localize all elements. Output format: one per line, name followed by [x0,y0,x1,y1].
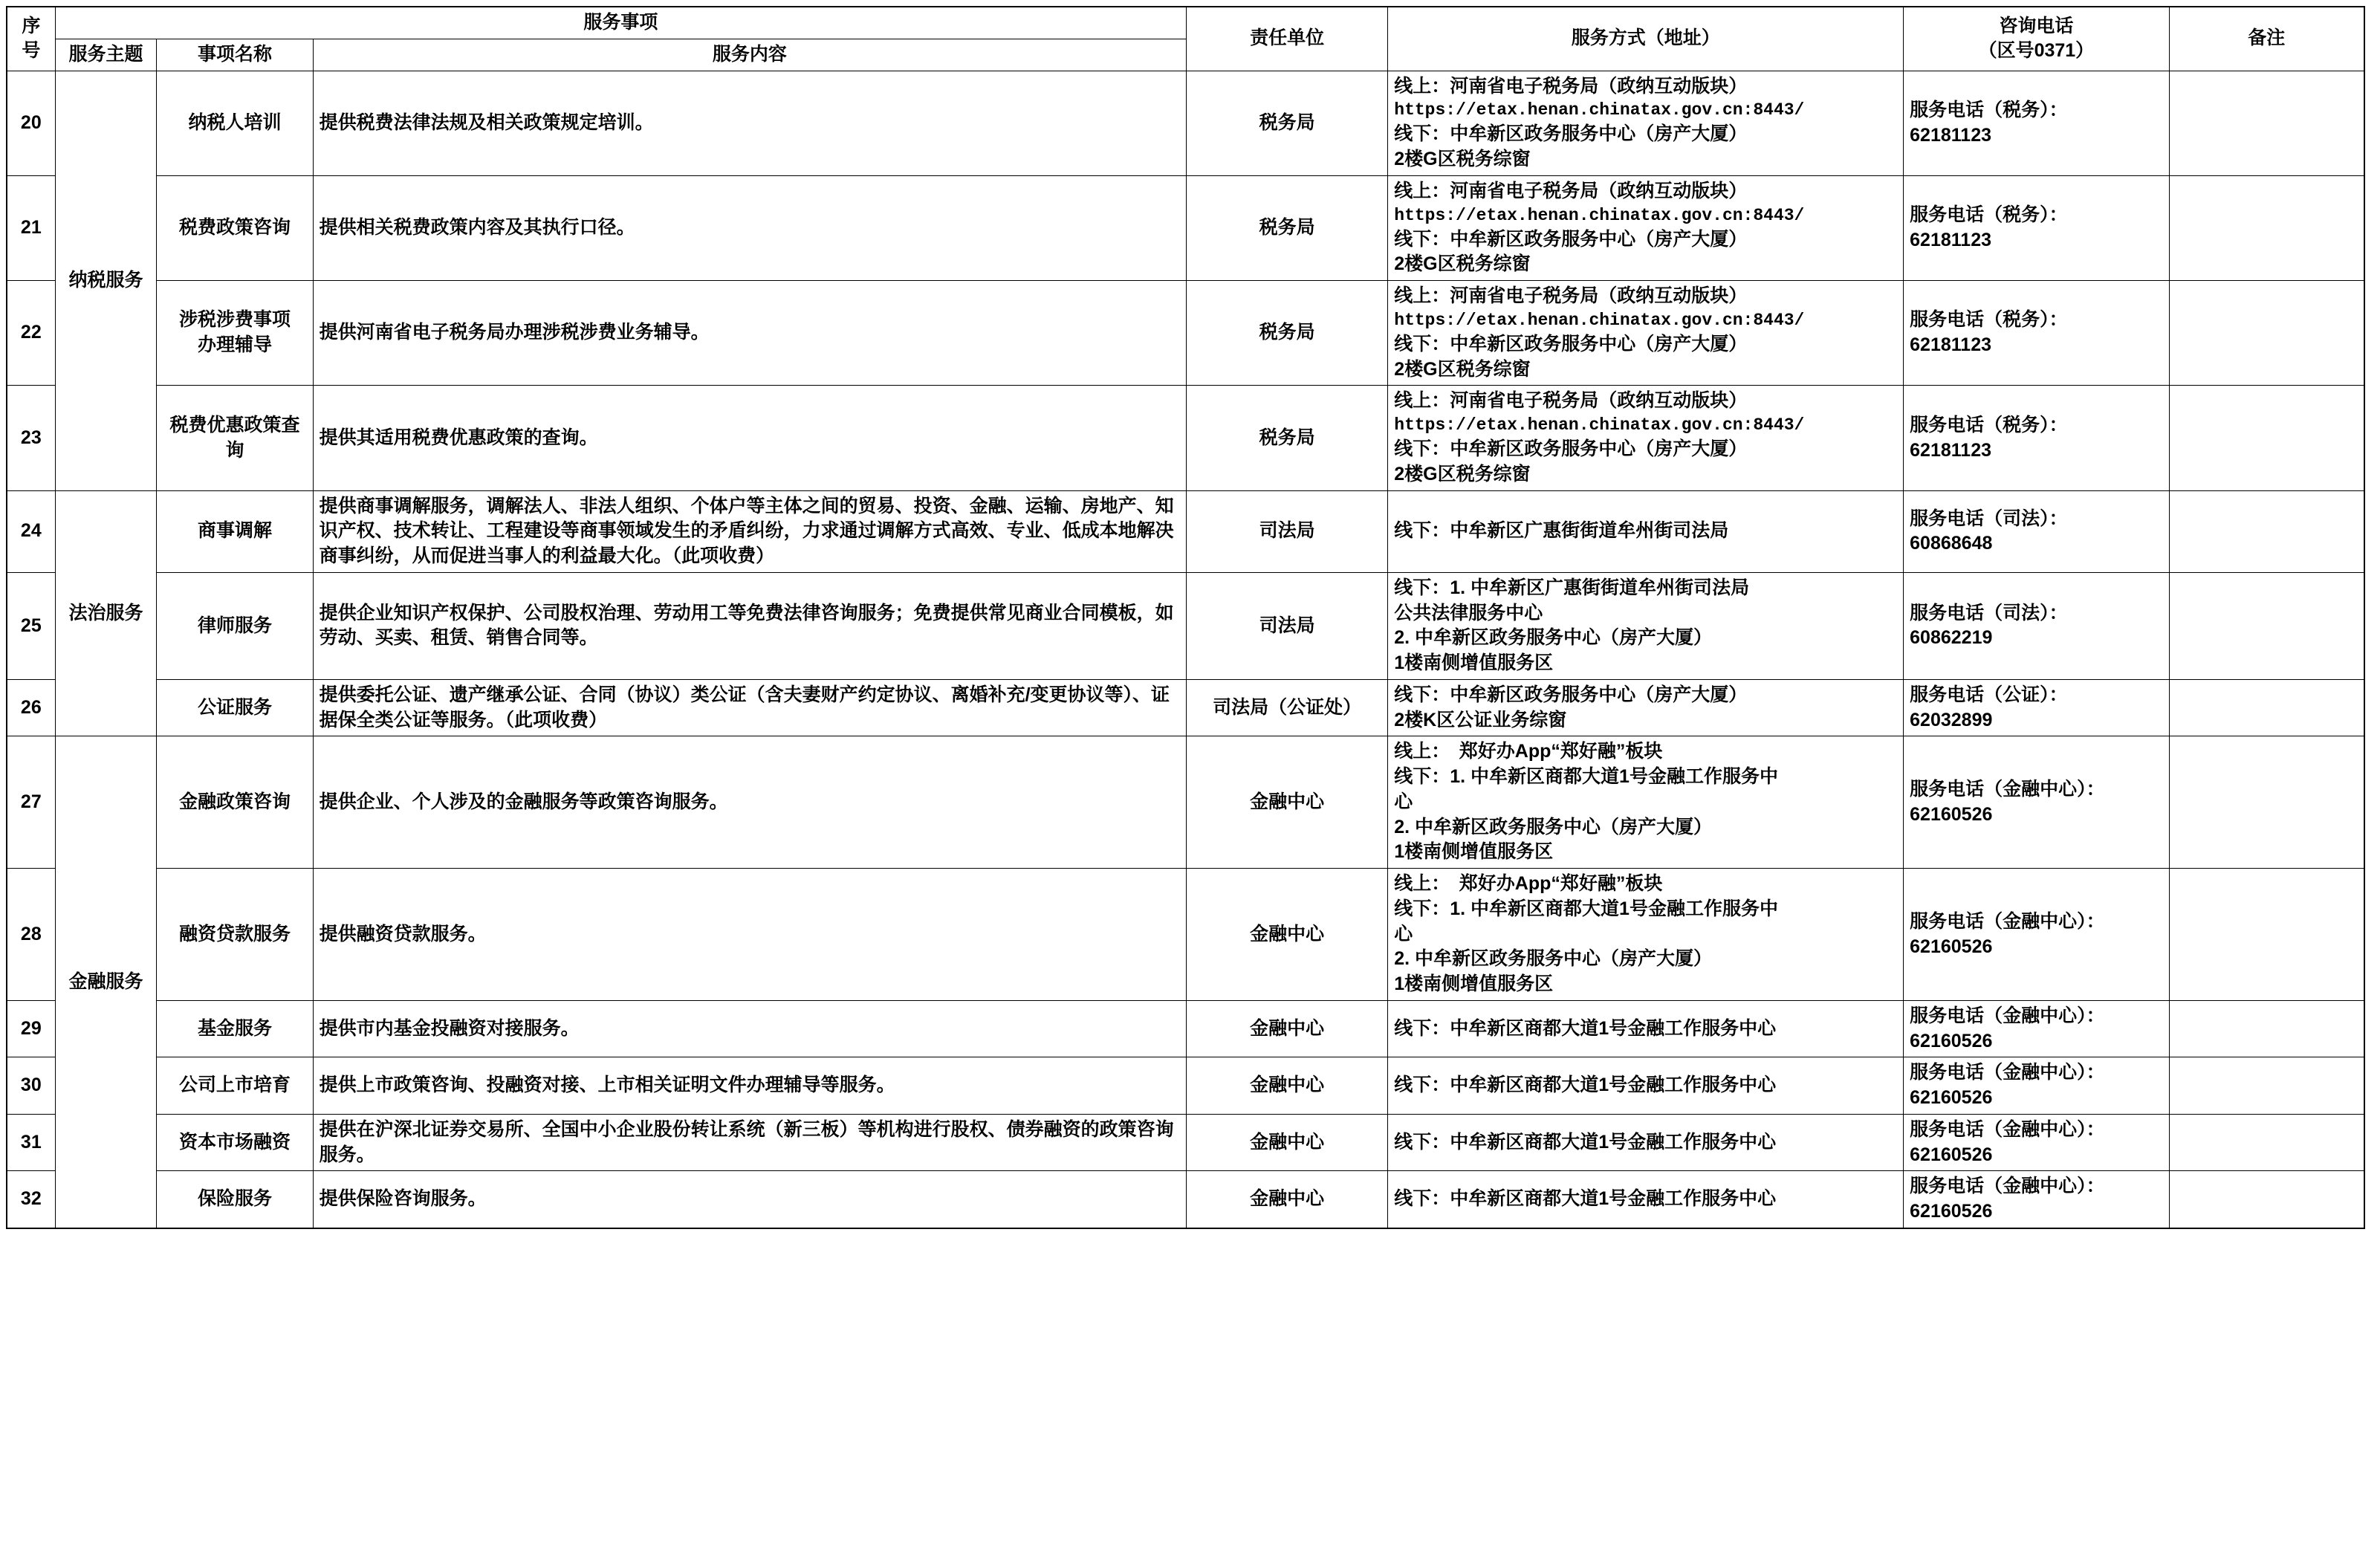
tel-label: 服务电话（金融中心）： [1910,1118,2105,1140]
way-line: 线下：中牟新区政务服务中心（房产大厦） [1394,684,1748,705]
item-unit: 税务局 [1187,71,1388,175]
item-content: 提供市内基金投融资对接服务。 [313,1000,1186,1057]
table-row [7,679,2364,736]
item-content: 提供河南省电子税务局办理涉税涉费业务辅导。 [313,281,1186,386]
way-line: 线下：中牟新区广惠街街道牟州街司法局 [1394,520,1729,542]
item-name: 商事调解 [157,490,313,572]
way-line: 线上：河南省电子税务局（政纳互动版块） [1394,390,1748,412]
way-line: 线上： 郑好办App“郑好融”板块 [1394,741,1663,762]
item-unit: 金融中心 [1187,1057,1388,1115]
item-way [1388,869,1904,1001]
item-name-line2: 办理辅导 [197,334,272,356]
item-remark [2169,1057,2364,1115]
header-unit: 责任单位 [1187,7,1388,71]
tel-label: 服务电话（司法）： [1910,602,2068,623]
header-row-1 [7,7,2364,39]
tel-label: 服务电话（金融中心）： [1910,910,2105,932]
header-tel [1904,7,2169,71]
table-row [7,1057,2364,1115]
header-remark: 备注 [2169,7,2364,71]
table-row [7,281,2364,386]
item-way [1388,71,1904,175]
header-tel-line2: （区号0371） [1978,40,2095,62]
way-line: 线下：中牟新区政务服务中心（房产大厦） [1394,333,1748,354]
item-content: 提供相关税费政策内容及其执行口径。 [313,175,1186,280]
item-name: 律师服务 [157,572,313,679]
theme-cell-finance: 金融服务 [55,736,157,1228]
tel-number: 62160526 [1910,803,1993,825]
tel-label: 服务电话（公证）： [1910,684,2068,705]
item-way [1388,281,1904,386]
item-tel [1904,736,2169,869]
tel-number: 62160526 [1910,936,1993,957]
table-row [7,572,2364,679]
item-unit: 税务局 [1187,281,1388,386]
tel-number: 62181123 [1910,334,1992,356]
way-line: 线下：1. 中牟新区商都大道1号金融工作服务中 [1394,766,1778,788]
item-unit: 金融中心 [1187,1171,1388,1228]
header-tel-line1: 咨询电话 [1999,15,2074,36]
way-url: https://etax.henan.chinatax.gov.cn:8443/ [1394,415,1805,435]
item-name-line1: 涉税涉费事项 [178,309,291,331]
tel-number: 62181123 [1910,439,1992,461]
item-tel [1904,869,2169,1001]
row-index: 26 [7,679,55,736]
table-row [7,869,2364,1001]
tel-label: 服务电话（税务）： [1910,204,2068,226]
table-row [7,1000,2364,1057]
item-tel [1904,71,2169,175]
row-index: 28 [7,869,55,1001]
item-remark [2169,736,2364,869]
item-tel [1904,175,2169,280]
item-unit: 司法局（公证处） [1187,679,1388,736]
item-remark [2169,1171,2364,1228]
way-line: 2楼G区税务综窗 [1394,149,1531,170]
way-line: 线下：中牟新区商都大道1号金融工作服务中心 [1394,1131,1777,1153]
tel-number: 62160526 [1910,1030,1993,1051]
item-content: 提供商事调解服务，调解法人、非法人组织、个体户等主体之间的贸易、投资、金融、运输、房地产、知识产权、技术转让、工程建设等商事领域发生的矛盾纠纷，力求通过调解方式高效、专业、低成本地解决商事纠纷，从而促进当事人的利益最大化。（此项收费） [313,490,1186,572]
item-content: 提供在沪深北证券交易所、全国中小企业股份转让系统（新三板）等机构进行股权、债券融资的政策咨询服务。 [313,1114,1186,1171]
header-content: 服务内容 [313,39,1186,71]
way-line: 1楼南侧增值服务区 [1394,973,1554,995]
item-name: 公证服务 [157,679,313,736]
tel-label: 服务电话（金融中心）： [1910,1005,2105,1026]
row-index: 32 [7,1171,55,1228]
item-remark [2169,679,2364,736]
tel-label: 服务电话（司法）： [1910,508,2068,529]
item-remark [2169,386,2364,490]
item-content: 提供委托公证、遗产继承公证、合同（协议）类公证（含夫妻财产约定协议、离婚补充/变更协议等）、证据保全类公证等服务。（此项收费） [313,679,1186,736]
item-way [1388,175,1904,280]
tel-number: 62181123 [1910,124,1992,146]
row-index: 24 [7,490,55,572]
tel-label: 服务电话（金融中心）： [1910,1062,2105,1083]
way-line: 1楼南侧增值服务区 [1394,841,1554,863]
row-index: 27 [7,736,55,869]
table-row [7,1114,2364,1171]
item-name: 税费政策咨询 [157,175,313,280]
header-item-name: 事项名称 [157,39,313,71]
item-unit: 金融中心 [1187,736,1388,869]
item-tel [1904,1000,2169,1057]
way-line: 线上：河南省电子税务局（政纳互动版块） [1394,180,1748,201]
row-index: 30 [7,1057,55,1115]
tel-number: 60862219 [1910,627,1993,649]
item-content: 提供保险咨询服务。 [313,1171,1186,1228]
item-unit: 金融中心 [1187,1114,1388,1171]
tel-label: 服务电话（金融中心）： [1910,779,2105,800]
tel-number: 62032899 [1910,709,1993,730]
item-name: 公司上市培育 [157,1057,313,1115]
item-tel [1904,386,2169,490]
way-line: 2楼G区税务综窗 [1394,358,1531,380]
way-line: 线上：河南省电子税务局（政纳互动版块） [1394,285,1748,307]
item-remark [2169,572,2364,679]
item-unit: 金融中心 [1187,869,1388,1001]
item-content: 提供企业知识产权保护、公司股权治理、劳动用工等免费法律咨询服务；免费提供常见商业合同模板，如劳动、买卖、租赁、销售合同等。 [313,572,1186,679]
item-name: 资本市场融资 [157,1114,313,1171]
way-url: https://etax.henan.chinatax.gov.cn:8443/ [1394,100,1805,120]
way-line: 线上： 郑好办App“郑好融”板块 [1394,873,1663,895]
item-unit: 司法局 [1187,572,1388,679]
item-content: 提供税费法律法规及相关政策规定培训。 [313,71,1186,175]
item-way [1388,679,1904,736]
way-line: 线下：中牟新区政务服务中心（房产大厦） [1394,123,1748,145]
way-url: https://etax.henan.chinatax.gov.cn:8443/ [1394,310,1805,330]
row-index: 22 [7,281,55,386]
way-line: 2. 中牟新区政务服务中心（房产大厦） [1394,627,1713,649]
item-way [1388,1114,1904,1171]
header-way: 服务方式（地址） [1388,7,1904,71]
way-line: 线下：中牟新区政务服务中心（房产大厦） [1394,438,1748,460]
item-remark [2169,869,2364,1001]
item-way [1388,736,1904,869]
item-tel [1904,1114,2169,1171]
item-name: 基金服务 [157,1000,313,1057]
item-remark [2169,175,2364,280]
header-theme: 服务主题 [55,39,157,71]
way-line: 线下：中牟新区政务服务中心（房产大厦） [1394,228,1748,250]
row-index: 20 [7,71,55,175]
way-line: 2楼G区税务综窗 [1394,463,1531,484]
way-url: https://etax.henan.chinatax.gov.cn:8443/ [1394,205,1805,225]
row-index: 29 [7,1000,55,1057]
item-name [157,281,313,386]
item-remark [2169,1000,2364,1057]
row-index: 21 [7,175,55,280]
row-index: 31 [7,1114,55,1171]
item-name: 纳税人培训 [157,71,313,175]
tel-number: 60868648 [1910,533,1993,554]
theme-cell-taxation: 纳税服务 [55,71,157,490]
header-service-matter: 服务事项 [55,7,1186,39]
item-name: 金融政策咨询 [157,736,313,869]
tel-label: 服务电话（税务）： [1910,414,2068,435]
item-unit: 司法局 [1187,490,1388,572]
item-content: 提供上市政策咨询、投融资对接、上市相关证明文件办理辅导等服务。 [313,1057,1186,1115]
way-line: 线下：中牟新区商都大道1号金融工作服务中心 [1394,1017,1777,1039]
tel-number: 62160526 [1910,1087,1993,1109]
way-line: 2楼K区公证业务综窗 [1394,709,1567,730]
item-tel [1904,1171,2169,1228]
table-row [7,386,2364,490]
table-row [7,71,2364,175]
item-remark [2169,71,2364,175]
item-way [1388,1000,1904,1057]
item-tel [1904,679,2169,736]
row-index: 25 [7,572,55,679]
table-row [7,175,2364,280]
way-line: 线下：中牟新区商都大道1号金融工作服务中心 [1394,1188,1777,1210]
item-way [1388,572,1904,679]
way-line: 1楼南侧增值服务区 [1394,652,1554,674]
tel-number: 62160526 [1910,1201,1993,1222]
way-line: 2. 中牟新区政务服务中心（房产大厦） [1394,816,1713,837]
item-content: 提供融资贷款服务。 [313,869,1186,1001]
way-line: 心 [1394,923,1413,944]
header-index: 序号 [7,7,55,71]
item-unit: 金融中心 [1187,1000,1388,1057]
way-line: 线下：中牟新区商都大道1号金融工作服务中心 [1394,1075,1777,1096]
item-tel [1904,281,2169,386]
tel-label: 服务电话（税务）： [1910,309,2068,331]
item-way [1388,490,1904,572]
tel-number: 62181123 [1910,229,1992,250]
theme-cell-legal: 法治服务 [55,490,157,736]
item-content: 提供企业、个人涉及的金融服务等政策咨询服务。 [313,736,1186,869]
item-remark [2169,1114,2364,1171]
row-index: 23 [7,386,55,490]
table-row [7,1171,2364,1228]
tel-label: 服务电话（金融中心）： [1910,1176,2105,1197]
item-content: 提供其适用税费优惠政策的查询。 [313,386,1186,490]
item-remark [2169,490,2364,572]
item-tel [1904,1057,2169,1115]
table-row [7,736,2364,869]
table-header [7,7,2364,71]
item-way [1388,1171,1904,1228]
item-way [1388,386,1904,490]
way-line: 2. 中牟新区政务服务中心（房产大厦） [1394,948,1713,970]
table-body [7,71,2364,1228]
tel-label: 服务电话（税务）： [1910,99,2068,120]
way-line: 2楼G区税务综窗 [1394,253,1531,275]
item-unit: 税务局 [1187,175,1388,280]
item-unit: 税务局 [1187,386,1388,490]
way-line: 公共法律服务中心 [1394,602,1543,623]
tel-number: 62160526 [1910,1144,1993,1165]
way-line: 心 [1394,791,1413,812]
item-tel [1904,490,2169,572]
way-line: 线下：1. 中牟新区广惠街街道牟州街司法局 [1394,577,1750,598]
item-way [1388,1057,1904,1115]
way-line: 线上：河南省电子税务局（政纳互动版块） [1394,75,1748,97]
item-name: 保险服务 [157,1171,313,1228]
table-row [7,490,2364,572]
item-tel [1904,572,2169,679]
item-name: 融资贷款服务 [157,869,313,1001]
item-name: 税费优惠政策查询 [157,386,313,490]
service-items-table [6,6,2365,1229]
item-remark [2169,281,2364,386]
way-line: 线下：1. 中牟新区商都大道1号金融工作服务中 [1394,898,1778,919]
